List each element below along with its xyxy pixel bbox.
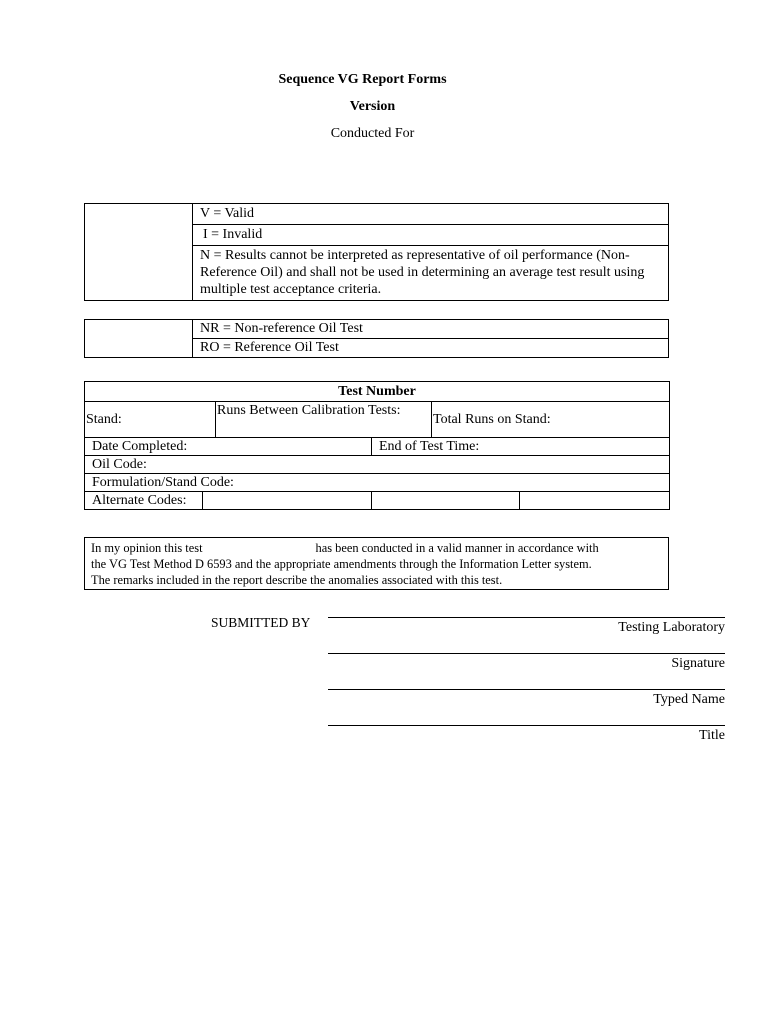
page-title: Sequence VG Report Forms <box>278 72 447 87</box>
formulation-stand-code-field[interactable]: Formulation/Stand Code: <box>85 474 670 492</box>
oil-code-field[interactable]: Oil Code: <box>85 456 670 474</box>
opinion-line-1 <box>85 540 668 556</box>
alternate-codes-label: Alternate Codes: <box>85 492 203 510</box>
test-number-header: Test Number <box>85 382 670 402</box>
signature-label: Signature <box>671 656 725 671</box>
signature-line[interactable] <box>328 653 725 654</box>
opinion-statement <box>84 537 669 590</box>
runs-between-calibration-field[interactable]: Runs Between Calibration Tests: <box>216 402 432 438</box>
alternate-code-field-2[interactable] <box>372 492 520 510</box>
oil-type-legend-table <box>84 319 669 358</box>
opinion-line-1-start: In my opinion this test <box>91 541 203 555</box>
opinion-line-3: The remarks included in the report describe the anomalies associated with this test. <box>91 573 503 587</box>
version-label: Version <box>349 99 396 114</box>
legend-valid: V = Valid <box>193 204 669 225</box>
testing-laboratory-line[interactable] <box>328 617 725 618</box>
date-completed-field[interactable]: Date Completed: <box>85 438 372 456</box>
legend-non-reference-oil: NR = Non-reference Oil Test <box>193 320 669 339</box>
alternate-code-field-1[interactable] <box>203 492 372 510</box>
testing-laboratory-label: Testing Laboratory <box>618 620 725 635</box>
opinion-line-2: the VG Test Method D 6593 and the appropriate amendments through the Information Letter system. <box>91 557 592 571</box>
typed-name-line[interactable] <box>328 689 725 690</box>
opinion-line-1-end: has been conducted in a valid manner in accordance with <box>315 541 599 555</box>
alternate-code-field-3[interactable] <box>520 492 670 510</box>
validity-legend-blank-cell <box>85 204 193 301</box>
stand-field[interactable]: Stand: <box>85 402 216 438</box>
total-runs-field[interactable]: Total Runs on Stand: <box>432 402 670 438</box>
validity-legend-table <box>84 203 669 301</box>
oil-legend-blank-cell <box>85 320 193 358</box>
test-info-table <box>84 381 670 510</box>
typed-name-label: Typed Name <box>653 692 725 707</box>
legend-reference-oil: RO = Reference Oil Test <box>193 339 669 358</box>
submitted-by-label: SUBMITTED BY <box>211 615 311 630</box>
legend-invalid: I = Invalid <box>193 225 669 246</box>
title-label: Title <box>699 728 725 743</box>
legend-non-interpretable: N = Results cannot be interpreted as representative of oil performance (Non-Reference Oil) and shall not be used in determining an average test result using multiple test acceptance criteria. <box>193 246 669 301</box>
title-line[interactable] <box>328 725 725 726</box>
conducted-for-label: Conducted For <box>330 126 415 141</box>
end-of-test-time-field[interactable]: End of Test Time: <box>372 438 670 456</box>
